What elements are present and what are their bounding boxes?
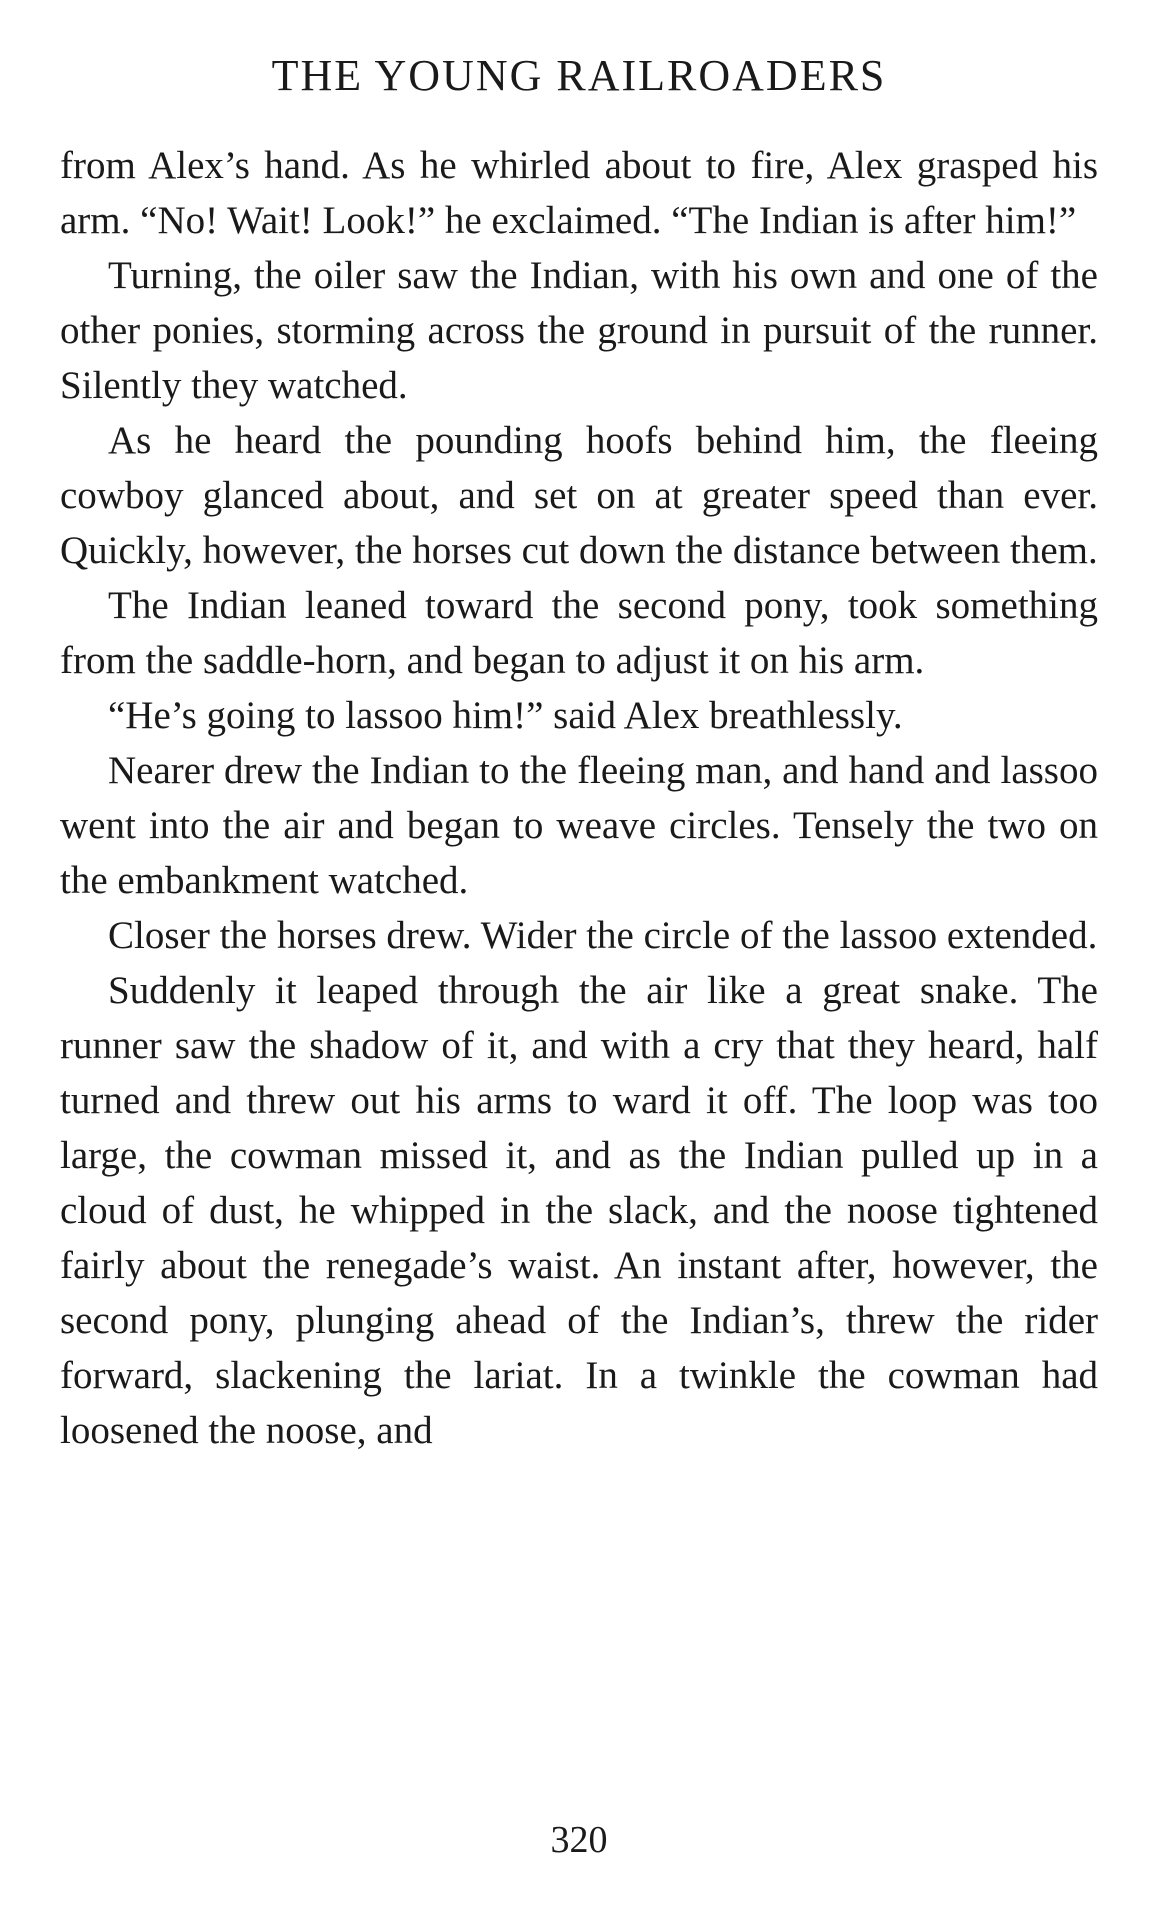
paragraph: As he heard the pounding hoofs behind him, the fleeing cowboy glanced about, and set on at greater speed than ever. Quickly, however, the horses cut down the distance between them.: [60, 419, 1098, 572]
paragraph: Closer the horses drew. Wider the circle of the lassoo extended.: [108, 914, 1098, 957]
paragraph: Suddenly it leaped through the air like a great snake. The runner saw the shadow of it, and with a cry that they heard, half turned and threw out his arms to ward it off. The loop was too large, the cowman missed it, and as the Indian pulled up in a cloud of dust, he whipped in the slack, and the noose tightened fairly about the renegade’s waist. An instant after, however, the second pony, plunging ahead of the Indian’s, threw the rider forward, slackening the lariat. In a twinkle the cowman had loosened the noose, and: [60, 969, 1098, 1452]
page-number: 320: [550, 1819, 608, 1861]
paragraph: Nearer drew the Indian to the fleeing man, and hand and lassoo went into the air and began to weave circles. Tensely the two on the embankment watched.: [60, 749, 1098, 902]
body-text: [60, 138, 1098, 1458]
running-head: THE YOUNG RAILROADERS: [271, 51, 887, 100]
paragraph: from Alex’s hand. As he whirled about to fire, Alex grasped his arm. “No! Wait! Look!” he exclaimed. “The Indian is after him!”: [60, 144, 1098, 242]
paragraph: “He’s going to lassoo him!” said Alex breathlessly.: [108, 694, 903, 737]
paragraph: Turning, the oiler saw the Indian, with his own and one of the other ponies, storming across the ground in pursuit of the runner. Silently they watched.: [60, 254, 1098, 407]
paragraph: The Indian leaned toward the second pony, took something from the saddle-horn, and began to adjust it on his arm.: [60, 584, 1098, 682]
